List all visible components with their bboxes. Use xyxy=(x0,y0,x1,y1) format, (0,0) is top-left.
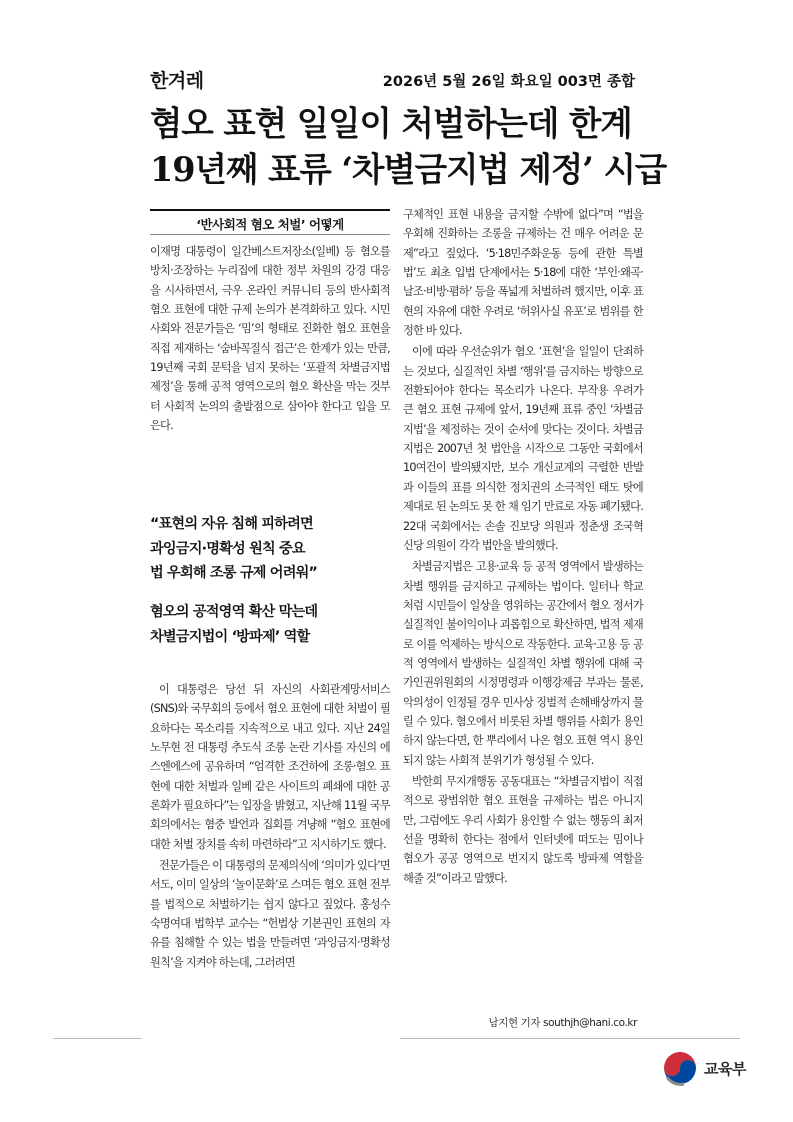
section-header xyxy=(150,209,390,235)
dateline: 2026년 5월 26일 화요일 003면 종합 xyxy=(382,74,635,90)
body-paragraph: 이 대통령은 당선 뒤 자신의 사회관계망서비스(SNS)와 국무회의 등에서 혐오 표현에 대한 처벌이 필요하다는 목소리를 지속적으로 내고 있다. 지난 24일 노무현 전 대통령 추도식 조롱 논란 기사를 자신의 에스엔에스에 공유하며 “엄격한 조건하에 조롱·혐오 표현에 대한 처벌과 일베 같은 사이트의 폐쇄에 대한 공론화가 필요하다”는 입장을 밝혔고, 지난해 11월 국무회의에서는 혐중 발언과 집회를 겨냥해 “혐오 표현에 대한 처벌 장치를 속히 마련하라”고 지시하기도 했다. xyxy=(150,683,390,851)
pull-quote-2 xyxy=(150,600,390,649)
headline-line-2: 19년째 표류 ‘차별금지법 제정’ 시급 xyxy=(150,150,667,189)
right-column xyxy=(403,205,643,888)
masthead-logo: 한겨레 xyxy=(150,70,204,92)
left-column-top xyxy=(150,242,390,435)
lead-paragraph: 이재명 대통령이 일간베스트저장소(일베) 등 혐오를 방치·조장하는 누리집에 대한 정부 차원의 강경 대응을 시사하면서, 극우 온라인 커뮤니티 등의 반사회적 혐오 표현에 대한 규제 논의가 본격화하고 있다. 시민사회와 전문가들은 ‘밈’의 형태로 진화한 혐오 표현을 직접 제재하는 ‘숨바꼭질식 접근’은 한계가 있는 만큼, 19년째 국회 문턱을 넘지 못하는 ‘포괄적 차별금지법 제정’을 통해 공적 영역으로의 혐오 확산을 막는 것부터 사회적 논의의 출발점으로 삼아야 한다고 입을 모은다. xyxy=(150,245,390,433)
section-title: ‘반사회적 혐오 처벌’ 어떻게 xyxy=(196,217,344,232)
section-top-rule xyxy=(150,209,390,211)
body-paragraph: 차별금지법은 고용·교육 등 공적 영역에서 발생하는 차별 행위를 금지하고 규제하는 법이다. 일터나 학교처럼 시민들이 일상을 영위하는 공간에서 혐오 정서가 실질적인 불이익이나 괴롭힘으로 확산하면, 법적 제재로 이를 억제하는 방식으로 작동한다. 교육·고용 등 공적 영역에서 발생하는 실질적인 차별 행위에 대해 국가인권위원회의 시정명령과 이행강제금 부과는 물론, 악의성이 인정될 경우 민사상 징벌적 손해배상까지 물릴 수 있다. 혐오에서 비롯된 차별 행위를 사회가 용인하지 않는다면, 한 뿌리에서 나온 혐오 표현 역시 용인되지 않는 사회적 분위기가 형성될 수 있다. xyxy=(403,560,643,767)
pull-quote-1-line: “표현의 자유 침해 피하려면 xyxy=(150,516,313,532)
section-bottom-rule xyxy=(150,234,390,235)
ministry-logo xyxy=(662,1049,754,1089)
byline: 남지현 기자 southjh@hani.co.kr xyxy=(488,1017,637,1029)
pull-quote-1-line: 법 우회해 조롱 규제 어려워” xyxy=(150,565,318,581)
body-paragraph: 전문가들은 이 대통령의 문제의식에 ‘의미가 있다’면서도, 이미 일상의 ‘놀이문화’로 스며든 혐오 표현 전부를 법적으로 처벌하기는 쉽지 않다고 짚었다. 홍성수 숙명여대 법학부 교수는 “헌법상 기본권인 표현의 자유를 침해할 수 있는 법을 만들려면 ‘과잉금지·명확성 원칙’을 지켜야 하는데, 그러려면 xyxy=(150,859,390,969)
ministry-name: 교육부 xyxy=(704,1060,746,1078)
pull-quote-2-line: 혐오의 공적영역 확산 막는데 xyxy=(150,604,318,620)
body-paragraph: 구체적인 표현 내용을 금지할 수밖에 없다”며 “법을 우회해 진화하는 조롱을 규제하는 건 매우 어려운 문제”라고 짚었다. ‘5·18민주화운동 등에 관한 특별법’도 최초 입법 단계에서는 5·18에 대한 ‘부인·왜곡·날조·비방·폄하’ 등을 폭넓게 처벌하려 했지만, 이후 표현의 자유에 대한 우려로 ‘허위사실 유포’로 범위를 한정한 바 있다. xyxy=(403,208,643,338)
body-paragraph: 박한희 무지개행동 공동대표는 “차별금지법이 직접적으로 광범위한 혐오 표현을 규제하는 법은 아니지만, 그럼에도 우리 사회가 용인할 수 없는 행동의 최저선을 명확히 한다는 점에서 인터넷에 떠도는 밈이나 혐오가 공공 영역으로 번지지 않도록 방파제 역할을 해줄 것”이라고 말했다. xyxy=(403,774,643,885)
left-column-bottom xyxy=(150,680,390,972)
footer-divider xyxy=(53,1038,740,1039)
pull-quote-2-line: 차별금지법이 ‘방파제’ 역할 xyxy=(150,628,310,645)
pull-quote-1 xyxy=(150,512,390,586)
pull-quote-1-line: 과잉금지·명확성 원칙 중요 xyxy=(150,540,305,557)
taegeuk-emblem-icon xyxy=(662,1050,698,1086)
body-paragraph: 이에 따라 우선순위가 혐오 ‘표현’을 일일이 단죄하는 것보다, 실질적인 차별 ‘행위’를 금지하는 방향으로 전환되어야 한다는 목소리가 나온다. 부작용 우려가 큰 혐오 표현 규제에 앞서, 19년째 표류 중인 ‘차별금지법’을 제정하는 것이 순서에 맞다는 것이다. 차별금지법은 2007년 첫 법안을 시작으로 그동안 국회에서 10여건이 발의됐지만, 보수 개신교계의 극렬한 반발과 이들의 표를 의식한 정치권의 소극적인 태도 탓에 제대로 된 논의도 못 한 채 임기 만료로 자동 폐기됐다. 22대 국회에서는 손솔 진보당 의원과 정춘생 조국혁신당 의원이 각각 법안을 발의했다. xyxy=(403,345,643,552)
headline-line-1: 혐오 표현 일일이 처벌하는데 한계 xyxy=(150,104,632,143)
